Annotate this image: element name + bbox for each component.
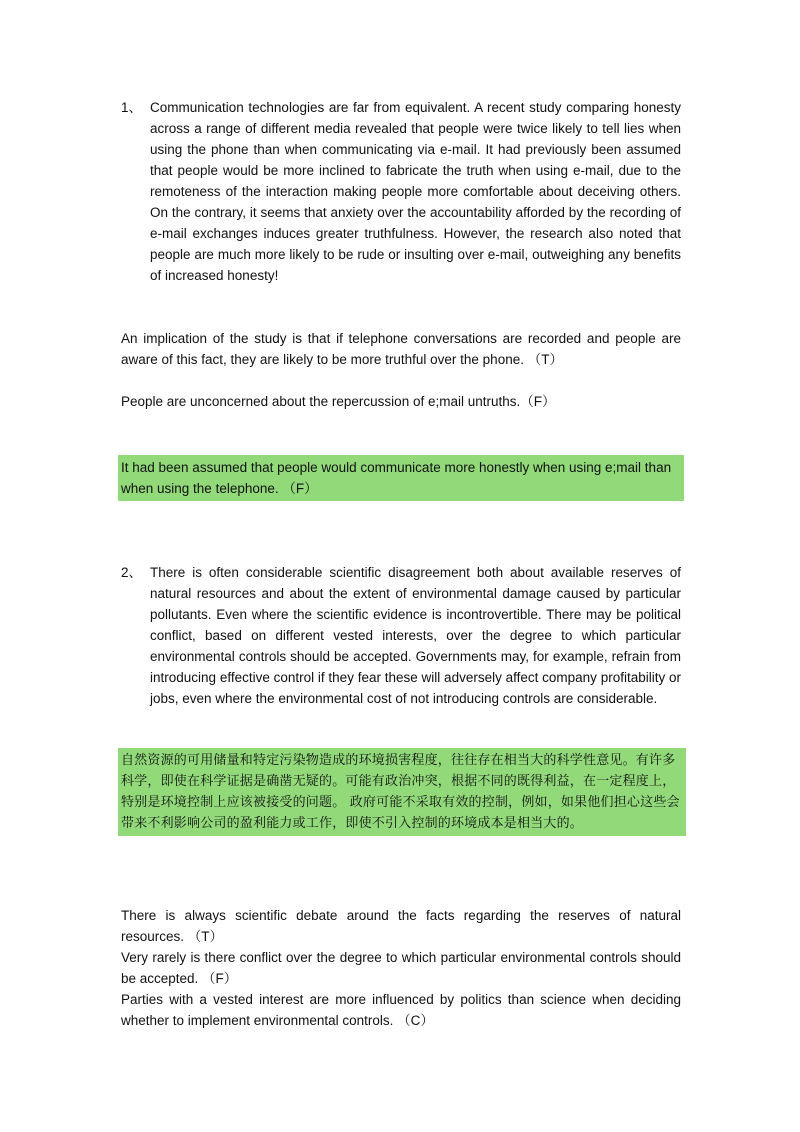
question-2-translation: 自然资源的可用储量和特定污染物造成的环境损害程度，往往存在相当大的科学性意见。有许多科学，即使在科学证据是确凿无疑的。可能有政治冲突，根据不同的既得利益，在一定程度上，特别是环境控制上应该被接受的问题。 政府可能不采取有效的控制，例如，如果他们担心这些会带来不利影响公司的盈利能力或工作，即使不引入控制的环境成本是相当大的。 [118, 748, 686, 836]
q1-statement-2: People are unconcerned about the repercussion of e;mail untruths.（F） [121, 394, 556, 409]
q2-statement-3: Parties with a vested interest are more influenced by politics than science when deciding whether to implement environmental controls. （C） [121, 992, 681, 1028]
question-1-number: 1、 [121, 100, 143, 115]
question-2-passage: There is often considerable scientific disagreement both about available reserves of natural resources and about the extent of environmental damage caused by particular pollutants. Even where the scientific evidence is incontrovertible. There may be political conflict, based on different vested interests, over the degree to which particular environmental controls should be accepted. Governments may, for example, refrain from introducing effective control if they fear these will adversely affect company profitability or jobs, even where the environmental cost of not introducing controls are considerable. [150, 565, 681, 706]
q1-statement-1: An implication of the study is that if telephone conversations are recorded and people are aware of this fact, they are likely to be more truthful over the phone. （T） [121, 331, 681, 367]
question-1-passage: Communication technologies are far from equivalent. A recent study comparing honesty across a range of different media revealed that people were twice likely to tell lies when using the phone than when communicating via e-mail. It had previously been assumed that people would be more inclined to fabricate the truth when using e-mail, due to the remoteness of the interaction making people more comfortable about deceiving others. On the contrary, it seems that anxiety over the accountability afforded by the recording of e-mail exchanges induces greater truthfulness. However, the research also noted that people are much more likely to be rude or insulting over e-mail, outweighing any benefits of increased honesty! [150, 100, 681, 283]
question-2-number: 2、 [121, 565, 143, 580]
question-1 [121, 97, 681, 286]
question-2 [121, 562, 681, 709]
q2-statement-2: Very rarely is there conflict over the degree to which particular environmental controls should be accepted. （F） [121, 950, 681, 986]
q2-statement-1: There is always scientific debate around the facts regarding the reserves of natural resources. （T） [121, 908, 681, 944]
q1-statement-3-highlighted: It had been assumed that people would communicate more honestly when using e;mail than when using the telephone. （F） [118, 455, 684, 501]
